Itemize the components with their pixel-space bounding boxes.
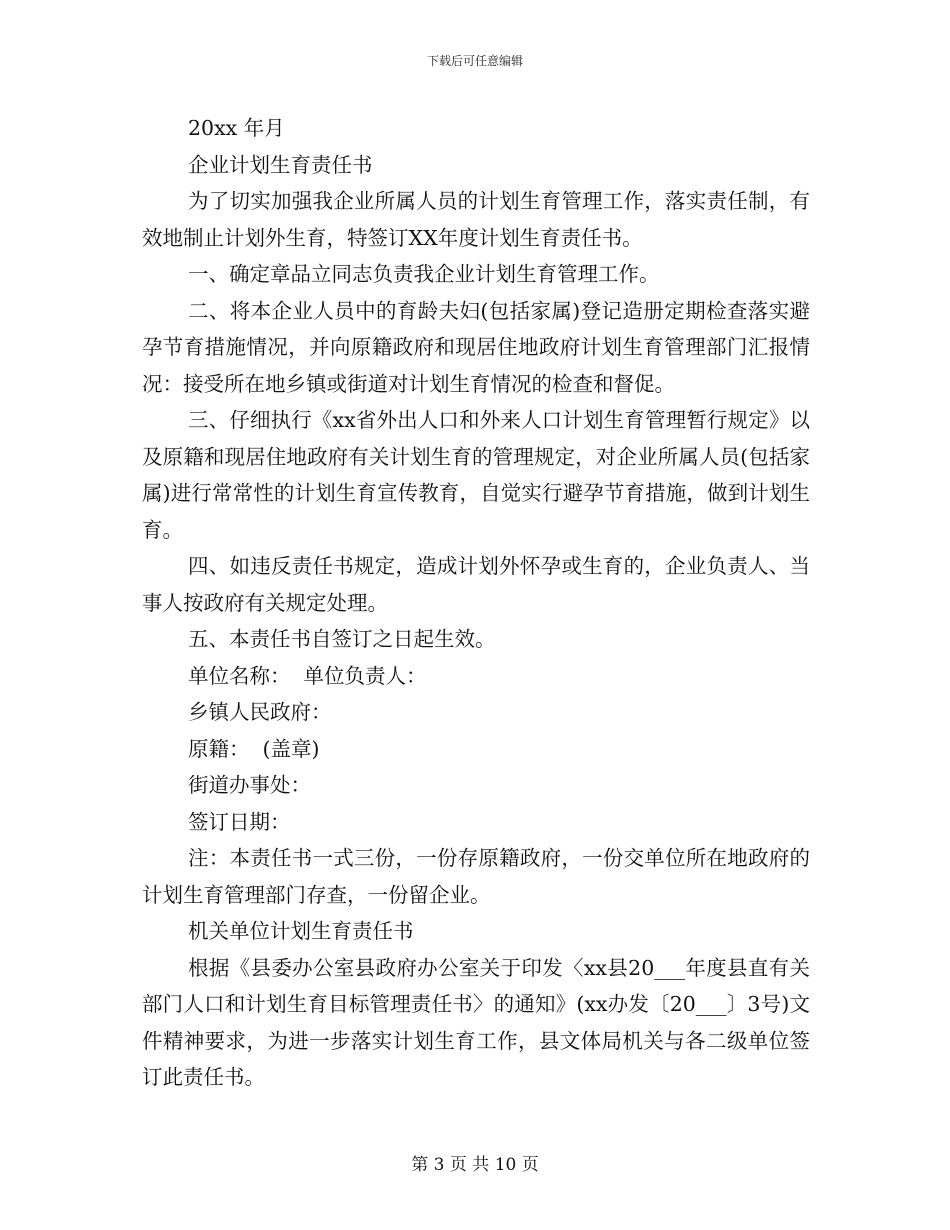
- document-body: [142, 110, 810, 1096]
- signature-street-office-line: 街道办事处：: [188, 773, 311, 797]
- paragraph-agency-intro: 根据《县委办公室县政府办公室关于印发〈xx县20___年度县直有关部门人口和计划生育目标管理责任书〉的通知》(xx办发〔20___〕3号)文件精神要求，为进一步落实计划生育工作，县文体局机关与各二级单位签订此责任书。: [142, 955, 810, 1089]
- paragraph-item-5: 五、本责任书自签订之日起生效。: [188, 627, 496, 651]
- signature-origin-line: 原籍： (盖章): [188, 736, 320, 761]
- paragraph-note: 注：本责任书一式三份，一份存原籍政府，一份交单位所在地政府的计划生育管理部门存查，一份留企业。: [142, 846, 810, 907]
- signature-date-line: 签订日期：: [188, 809, 291, 834]
- page-number-indicator: 第 3 页 共 10 页: [411, 1155, 539, 1175]
- paragraph-item-4: 四、如违反责任书规定，造成计划外怀孕或生育的，企业负责人、当事人按政府有关规定处理。: [142, 554, 810, 615]
- signature-township-line: 乡镇人民政府：: [188, 700, 332, 724]
- paragraph-intro: 为了切实加强我企业所属人员的计划生育管理工作，落实责任制，有效地制止计划外生育，特签订XX年度计划生育责任书。: [142, 189, 810, 250]
- signature-unit-line: 单位名称： 单位负责人：: [188, 663, 427, 688]
- section-title-agency: 机关单位计划生育责任书: [188, 919, 414, 943]
- paragraph-item-1: 一、确定章品立同志负责我企业计划生育管理工作。: [188, 262, 660, 286]
- paragraph-item-2: 二、将本企业人员中的育龄夫妇(包括家属)登记造册定期检查落实避孕节育措施情况，并向原籍政府和现居住地政府计划生育管理部门汇报情况：接受所在地乡镇或街道对计划生育情况的检查和督促。: [142, 298, 810, 396]
- date-line: 20xx 年月: [188, 116, 285, 140]
- page-header-note: 下载后可任意编辑: [426, 54, 523, 68]
- paragraph-item-3: 三、仔细执行《xx省外出人口和外来人口计划生育管理暂行规定》以及原籍和现居住地政府有关计划生育的管理规定，对企业所属人员(包括家属)进行常常性的计划生育宣传教育，自觉实行避孕节育措施，做到计划生育。: [142, 408, 810, 542]
- section-title-enterprise: 企业计划生育责任书: [188, 152, 373, 177]
